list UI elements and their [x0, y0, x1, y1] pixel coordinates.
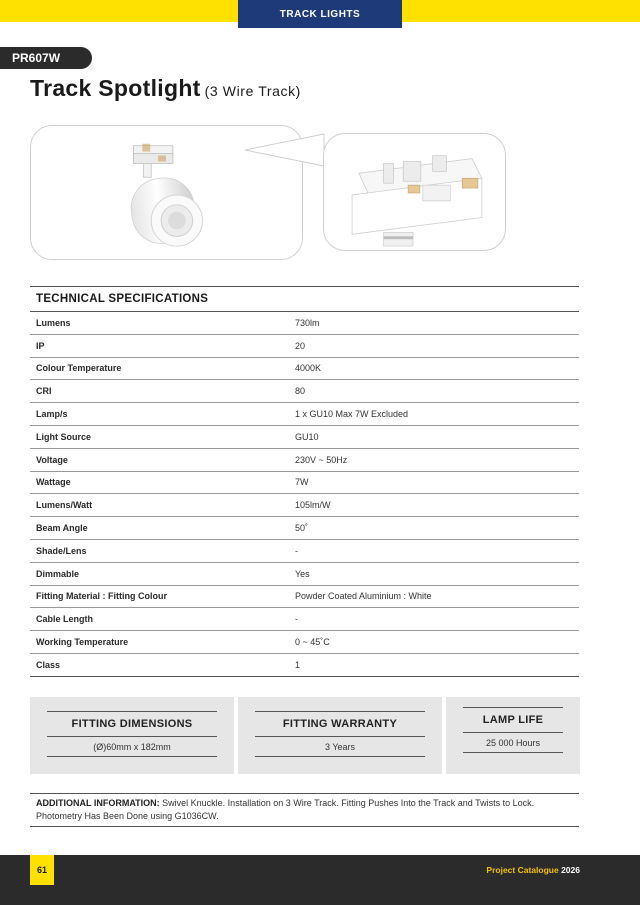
spec-label: Shade/Lens	[36, 545, 87, 556]
spec-row	[30, 540, 579, 563]
catalogue-year: 2026	[561, 865, 580, 875]
zoom-callout	[240, 130, 330, 170]
spec-row	[30, 608, 579, 631]
spec-row	[30, 517, 579, 540]
additional-information	[30, 793, 579, 827]
section-tab: TRACK LIGHTS	[238, 0, 402, 28]
spec-row	[30, 654, 579, 677]
fitting-warranty-box	[238, 697, 442, 774]
spec-label: Class	[36, 659, 61, 670]
detail-image	[323, 133, 506, 251]
fitting-warranty-value: 3 Years	[255, 737, 425, 757]
spec-label: Wattage	[36, 477, 71, 488]
additional-info-text: Swivel Knuckle. Installation on 3 Wire Track. Fitting Pushes Into the Track and Twists to Lock. Photometry Has Been Done using G1036CW.	[36, 798, 535, 821]
spec-value: 50˚	[295, 523, 309, 534]
spec-value: Yes	[295, 568, 310, 579]
spec-value: 0 ~ 45˚C	[295, 637, 330, 648]
fitting-dimensions-title: FITTING DIMENSIONS	[47, 711, 217, 737]
specs-title: TECHNICAL SPECIFICATIONS	[30, 286, 579, 312]
spec-value: 1	[295, 659, 301, 670]
spec-label: Fitting Material : Fitting Colour	[36, 591, 167, 602]
spec-label: Lamp/s	[36, 409, 68, 420]
page-footer	[0, 855, 640, 905]
spec-label: Working Temperature	[36, 637, 129, 648]
spec-label: Dimmable	[36, 568, 80, 579]
spec-label: Colour Temperature	[36, 363, 122, 374]
spec-label: Lumens	[36, 317, 71, 328]
spec-label: Light Source	[36, 431, 92, 442]
spec-value: 230V ~ 50Hz	[295, 454, 348, 465]
fitting-warranty-title: FITTING WARRANTY	[255, 711, 425, 737]
spec-value: -	[295, 614, 298, 625]
spec-value: 7W	[295, 477, 309, 488]
spec-row	[30, 403, 579, 426]
spec-label: CRI	[36, 386, 52, 397]
spec-value: 730lm	[295, 317, 320, 328]
lamp-life-box	[446, 697, 580, 774]
technical-specifications-table	[30, 286, 579, 677]
fitting-dimensions-value: (Ø)60mm x 182mm	[47, 737, 217, 757]
spec-label: IP	[36, 340, 45, 351]
catalogue-name: Project Catalogue	[486, 865, 559, 875]
product-code-badge: PR607W	[0, 47, 92, 69]
spec-row	[30, 312, 579, 335]
spec-value: 20	[295, 340, 306, 351]
spec-label: Cable Length	[36, 614, 94, 625]
page-title	[30, 75, 301, 102]
spec-label: Voltage	[36, 454, 68, 465]
lamp-life-title: LAMP LIFE	[463, 707, 563, 733]
spec-row	[30, 449, 579, 472]
spec-row	[30, 358, 579, 381]
spec-value: 1 x GU10 Max 7W Excluded	[295, 409, 409, 420]
track-adapter-detail-image	[324, 134, 505, 250]
spec-value: 105lm/W	[295, 500, 331, 511]
spec-row	[30, 631, 579, 654]
product-name: Track Spotlight	[30, 75, 201, 101]
catalogue-label	[486, 865, 580, 875]
lamp-life-value: 25 000 Hours	[463, 733, 563, 753]
spec-value: 4000K	[295, 363, 322, 374]
spec-label: Beam Angle	[36, 523, 88, 534]
spec-row	[30, 586, 579, 609]
product-subtitle: (3 Wire Track)	[204, 83, 301, 99]
page-number: 61	[30, 855, 54, 885]
additional-info-label: ADDITIONAL INFORMATION:	[36, 798, 160, 808]
spec-row	[30, 380, 579, 403]
spec-rows	[30, 312, 579, 677]
spec-row	[30, 472, 579, 495]
spec-row	[30, 563, 579, 586]
fitting-dimensions-box	[30, 697, 234, 774]
spec-value: 80	[295, 386, 306, 397]
spec-label: Lumens/Watt	[36, 500, 93, 511]
spec-value: GU10	[295, 431, 319, 442]
spec-value: Powder Coated Aluminium : White	[295, 591, 432, 602]
spec-row	[30, 335, 579, 358]
spec-row	[30, 426, 579, 449]
spec-value: -	[295, 545, 298, 556]
spec-row	[30, 494, 579, 517]
